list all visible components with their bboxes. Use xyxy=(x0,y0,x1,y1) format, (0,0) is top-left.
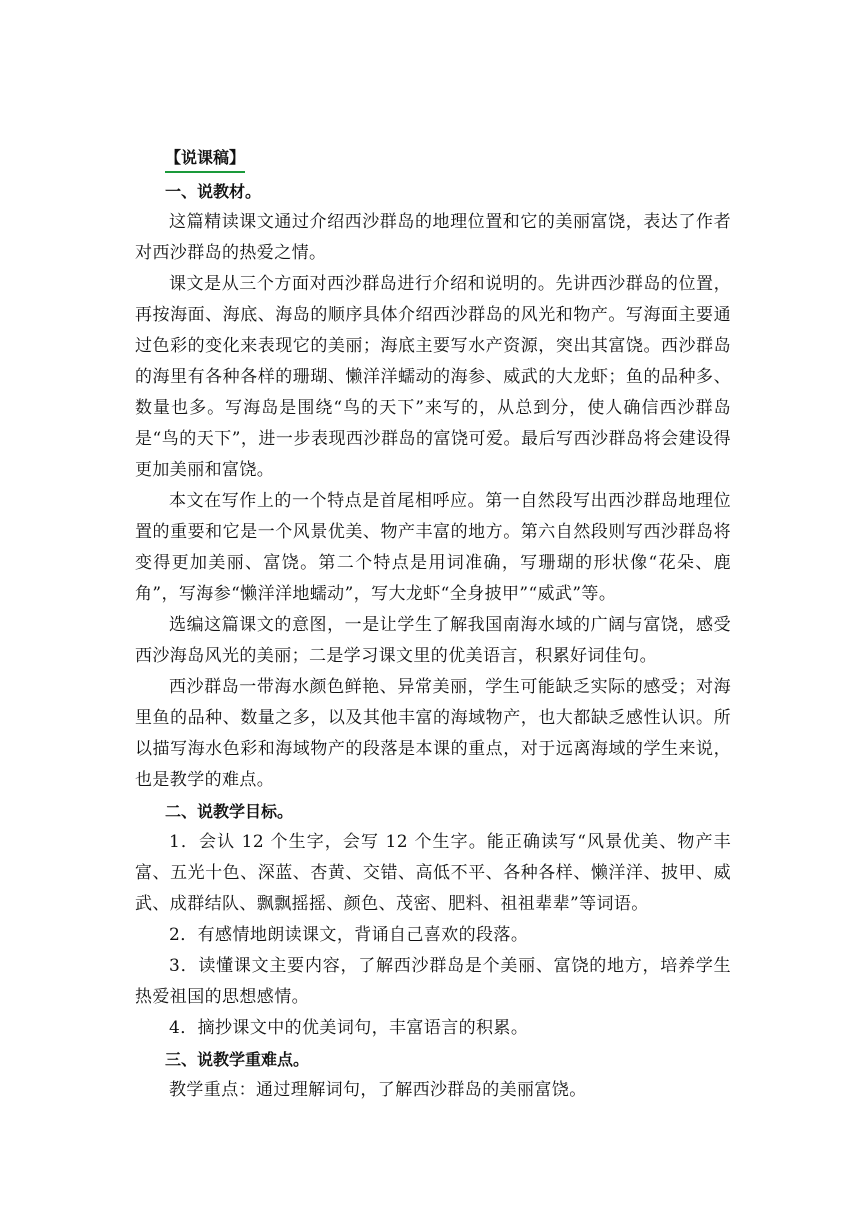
section-heading-1: 一、说教材。 xyxy=(165,182,262,201)
paragraph-1-4: 选编这篇课文的意图，一是让学生了解我国南海水域的广阔与富饶，感受西沙海岛风光的美丽；二是学习课文里的优美语言，积累好词佳句。 xyxy=(135,615,731,666)
document-page xyxy=(135,145,731,1106)
paragraph-1-2: 课文是从三个方面对西沙群岛进行介绍和说明的。先讲西沙群岛的位置，再按海面、海底、海岛的顺序具体介绍西沙群岛的风光和物产。写海面主要通过色彩的变化来表现它的美丽；海底主要写水产资源，突出其富饶。西沙群岛的海里有各种各样的珊瑚、懒洋洋蠕动的海参、威武的大龙虾；鱼的品种多、数量也多。写海岛是围绕“鸟的天下”来写的，从总到分，使人确信西沙群岛是“鸟的天下”，进一步表现西沙群岛的富饶可爱。最后写西沙群岛将会建设得更加美丽和富饶。 xyxy=(135,274,731,480)
paragraph-1-1: 这篇精读课文通过介绍西沙群岛的地理位置和它的美丽富饶，表达了作者对西沙群岛的热爱之情。 xyxy=(135,212,731,263)
paragraph-2-3: 3．读懂课文主要内容，了解西沙群岛是个美丽、富饶的地方，培养学生热爱祖国的思想感情。 xyxy=(135,956,731,1007)
paragraph-1-5: 西沙群岛一带海水颜色鲜艳、异常美丽，学生可能缺乏实际的感受；对海里鱼的品种、数量之多，以及其他丰富的海域物产，也大都缺乏感性认识。所以描写海水色彩和海域物产的段落是本课的重点，对于远离海域的学生来说，也是教学的难点。 xyxy=(135,677,731,790)
paragraph-1-3: 本文在写作上的一个特点是首尾相呼应。第一自然段写出西沙群岛地理位置的重要和它是一个风景优美、物产丰富的地方。第六自然段则写西沙群岛将变得更加美丽、富饶。第二个特点是用词准确，写珊瑚的形状像“花朵、鹿角”，写海参“懒洋洋地蠕动”，写大龙虾“全身披甲”“威武”等。 xyxy=(135,491,731,604)
paragraph-2-1: 1．会认 12 个生字，会写 12 个生字。能正确读写“风景优美、物产丰富、五光十色、深蓝、杏黄、交错、高低不平、各种各样、懒洋洋、披甲、威武、成群结队、飘飘摇摇、颜色、茂密、肥料、祖祖辈辈”等词语。 xyxy=(135,832,731,914)
paragraph-2-2: 2．有感情地朗读课文，背诵自己喜欢的段落。 xyxy=(169,925,529,945)
document-title: 【说课稿】 xyxy=(165,145,245,173)
section-heading-3: 三、说教学重难点。 xyxy=(165,1050,310,1069)
title-row xyxy=(135,145,731,176)
paragraph-3-1: 教学重点：通过理解词句，了解西沙群岛的美丽富饶。 xyxy=(169,1080,587,1100)
section-heading-2: 二、说教学目标。 xyxy=(165,802,294,821)
paragraph-2-4: 4．摘抄课文中的优美词句，丰富语言的积累。 xyxy=(169,1018,529,1038)
